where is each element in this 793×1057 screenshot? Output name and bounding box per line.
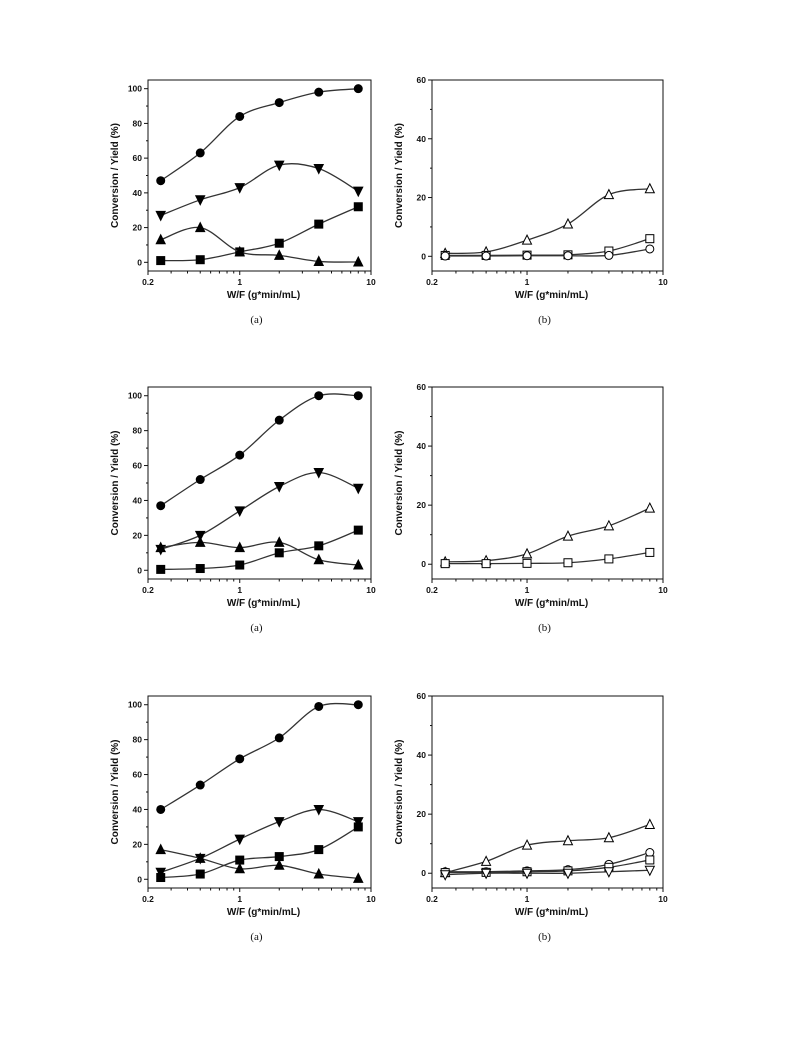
y-tick-label: 80 [132, 734, 142, 745]
data-point-circle-filled [275, 734, 283, 742]
x-tick-label: 1 [237, 894, 243, 904]
x-axis-title: W/F (g*min/mL) [226, 598, 301, 609]
data-point-triangle-up-filled [156, 235, 165, 244]
y-axis-title: Conversion / Yield (%) [394, 430, 405, 536]
chart-panel-2 [394, 75, 668, 326]
y-tick-label: 80 [132, 425, 142, 436]
panel-caption: (a) [250, 314, 263, 326]
series-curve [445, 853, 650, 872]
chart-panel-6 [394, 691, 668, 943]
series-curve [445, 189, 650, 254]
data-point-square-filled [236, 561, 244, 569]
y-tick-label: 0 [421, 559, 426, 570]
y-tick-label: 40 [132, 804, 142, 815]
y-tick-label: 100 [127, 699, 142, 710]
x-axis-title: W/F (g*min/mL) [514, 598, 589, 609]
data-point-triangle-down-filled [275, 818, 284, 827]
data-point-square-open [482, 560, 490, 568]
data-point-circle-filled [315, 88, 323, 96]
x-tick-label: 0.2 [426, 894, 438, 904]
data-point-square-open [523, 559, 531, 567]
series-curve [161, 89, 359, 181]
data-point-triangle-up-open [645, 819, 654, 828]
panel-caption: (b) [538, 314, 551, 326]
x-axis-title: W/F (g*min/mL) [514, 290, 589, 301]
y-tick-label: 0 [137, 874, 142, 885]
y-tick-label: 60 [416, 691, 426, 701]
x-axis-title: W/F (g*min/mL) [514, 907, 589, 918]
y-axis-title: Conversion / Yield (%) [394, 739, 405, 845]
x-tick-label: 10 [658, 585, 668, 595]
x-axis-title: W/F (g*min/mL) [226, 290, 301, 301]
x-tick-label: 0.2 [142, 894, 154, 904]
data-point-circle-filled [236, 112, 244, 120]
series-curve [445, 508, 650, 562]
series-curve [161, 704, 359, 810]
data-point-triangle-down-filled [235, 835, 244, 844]
data-point-square-filled [275, 549, 283, 557]
y-tick-label: 40 [132, 495, 142, 506]
panel-caption: (b) [538, 622, 551, 634]
data-point-circle-open [605, 251, 613, 259]
plot-frame [432, 80, 663, 271]
data-point-circle-filled [157, 502, 165, 510]
y-tick-label: 20 [416, 809, 426, 820]
y-tick-label: 60 [132, 769, 142, 780]
data-point-square-open [605, 555, 613, 563]
y-tick-label: 0 [421, 868, 426, 879]
y-axis-title: Conversion / Yield (%) [394, 122, 405, 229]
data-point-circle-filled [354, 701, 362, 709]
data-point-triangle-down-filled [275, 482, 284, 491]
data-point-triangle-up-open [645, 184, 654, 193]
series-curve [161, 207, 359, 261]
x-tick-label: 1 [237, 585, 243, 595]
data-point-square-open [646, 856, 654, 864]
y-tick-label: 40 [132, 187, 142, 198]
x-tick-label: 10 [658, 277, 668, 287]
x-tick-label: 10 [366, 277, 376, 287]
x-tick-label: 0.2 [426, 277, 438, 287]
y-tick-label: 40 [416, 441, 426, 452]
y-axis-title: Conversion / Yield (%) [110, 430, 121, 536]
chart-panel-1 [110, 80, 376, 326]
series-4-square-filled [157, 526, 363, 573]
data-point-triangle-down-filled [235, 184, 244, 193]
data-point-square-open [441, 560, 449, 568]
y-tick-label: 100 [127, 390, 142, 401]
chart-panel-4 [394, 382, 668, 634]
y-tick-label: 60 [132, 460, 142, 471]
data-point-circle-filled [196, 476, 204, 484]
plot-frame [148, 696, 371, 888]
y-tick-label: 20 [132, 222, 142, 233]
data-point-square-open [646, 548, 654, 556]
y-tick-label: 20 [132, 839, 142, 850]
series-curve [161, 394, 359, 506]
data-point-triangle-down-filled [354, 484, 363, 493]
series-1-circle-filled [157, 701, 363, 814]
data-point-circle-open [441, 252, 449, 260]
data-point-circle-open [564, 252, 572, 260]
series-2-triangle-down-filled [156, 161, 363, 220]
data-point-circle-filled [157, 177, 165, 185]
y-tick-label: 40 [416, 133, 426, 144]
data-point-square-filled [354, 526, 362, 534]
series-curve [161, 542, 359, 565]
data-point-square-filled [196, 256, 204, 264]
series-curve [161, 530, 359, 569]
data-point-square-filled [315, 542, 323, 550]
data-point-circle-filled [196, 149, 204, 157]
y-tick-label: 60 [416, 75, 426, 85]
data-point-square-filled [315, 220, 323, 228]
series-1-circle-filled [157, 85, 363, 185]
y-tick-label: 0 [137, 257, 142, 268]
chart-panel-5 [110, 696, 376, 943]
data-point-square-open [564, 559, 572, 567]
data-point-square-filled [157, 257, 165, 265]
series-3-square-filled [157, 823, 363, 882]
data-point-square-filled [315, 846, 323, 854]
y-tick-label: 0 [137, 565, 142, 576]
series-curve [161, 473, 359, 550]
series-4-triangle-down-open [441, 866, 655, 879]
data-point-circle-open [646, 245, 654, 253]
data-point-triangle-up-filled [156, 845, 165, 854]
data-point-circle-open [482, 252, 490, 260]
y-tick-label: 60 [132, 153, 142, 164]
data-point-circle-open [646, 849, 654, 857]
data-point-circle-filled [157, 805, 165, 813]
data-point-triangle-down-filled [354, 187, 363, 196]
data-point-circle-filled [354, 85, 362, 93]
series-4-triangle-up-filled [156, 223, 363, 266]
x-tick-label: 0.2 [142, 277, 154, 287]
y-tick-label: 100 [127, 83, 142, 94]
y-tick-label: 80 [132, 118, 142, 129]
panel-caption: (b) [538, 931, 551, 943]
panel-caption: (a) [250, 931, 263, 943]
x-axis-title: W/F (g*min/mL) [226, 907, 301, 918]
series-curve [161, 164, 359, 216]
y-axis-title: Conversion / Yield (%) [110, 739, 121, 845]
series-1-circle-filled [157, 392, 363, 510]
data-point-circle-filled [236, 451, 244, 459]
data-point-circle-filled [275, 99, 283, 107]
data-point-circle-filled [315, 702, 323, 710]
y-tick-label: 20 [132, 530, 142, 541]
data-point-circle-filled [275, 416, 283, 424]
series-curve [161, 809, 359, 872]
series-curve [161, 827, 359, 878]
data-point-triangle-down-filled [156, 211, 165, 220]
x-tick-label: 1 [524, 585, 530, 595]
x-tick-label: 1 [524, 277, 530, 287]
data-point-circle-filled [196, 781, 204, 789]
data-point-square-filled [354, 203, 362, 211]
data-point-square-filled [157, 874, 165, 882]
data-point-square-filled [354, 823, 362, 831]
data-point-triangle-down-filled [235, 507, 244, 516]
x-tick-label: 10 [366, 585, 376, 595]
x-tick-label: 1 [237, 277, 243, 287]
data-point-triangle-up-open [645, 503, 654, 512]
series-2-square-open [441, 548, 654, 567]
data-point-triangle-up-open [563, 219, 572, 228]
series-curve [161, 227, 359, 262]
y-tick-label: 40 [416, 750, 426, 761]
x-tick-label: 0.2 [142, 585, 154, 595]
x-tick-label: 10 [366, 894, 376, 904]
series-1-triangle-up-open [441, 819, 655, 876]
plot-frame [432, 387, 663, 579]
data-point-square-filled [275, 239, 283, 247]
chart-panel-3 [110, 387, 376, 634]
x-tick-label: 0.2 [426, 585, 438, 595]
series-curve [161, 850, 359, 879]
data-point-circle-filled [354, 392, 362, 400]
data-point-square-open [646, 235, 654, 243]
y-tick-label: 20 [416, 500, 426, 511]
y-tick-label: 0 [421, 251, 426, 262]
data-point-square-filled [196, 870, 204, 878]
x-tick-label: 1 [524, 894, 530, 904]
series-3-triangle-up-filled [156, 537, 363, 569]
y-axis-title: Conversion / Yield (%) [110, 122, 121, 229]
data-point-circle-open [523, 252, 531, 260]
x-tick-label: 10 [658, 894, 668, 904]
data-point-square-filled [196, 565, 204, 573]
plot-frame [148, 387, 371, 579]
data-point-circle-filled [236, 755, 244, 763]
series-1-triangle-up-open [441, 184, 655, 258]
data-point-circle-filled [315, 392, 323, 400]
data-point-square-filled [157, 565, 165, 573]
panel-caption: (a) [250, 622, 263, 634]
y-tick-label: 20 [416, 192, 426, 203]
y-tick-label: 60 [416, 382, 426, 392]
